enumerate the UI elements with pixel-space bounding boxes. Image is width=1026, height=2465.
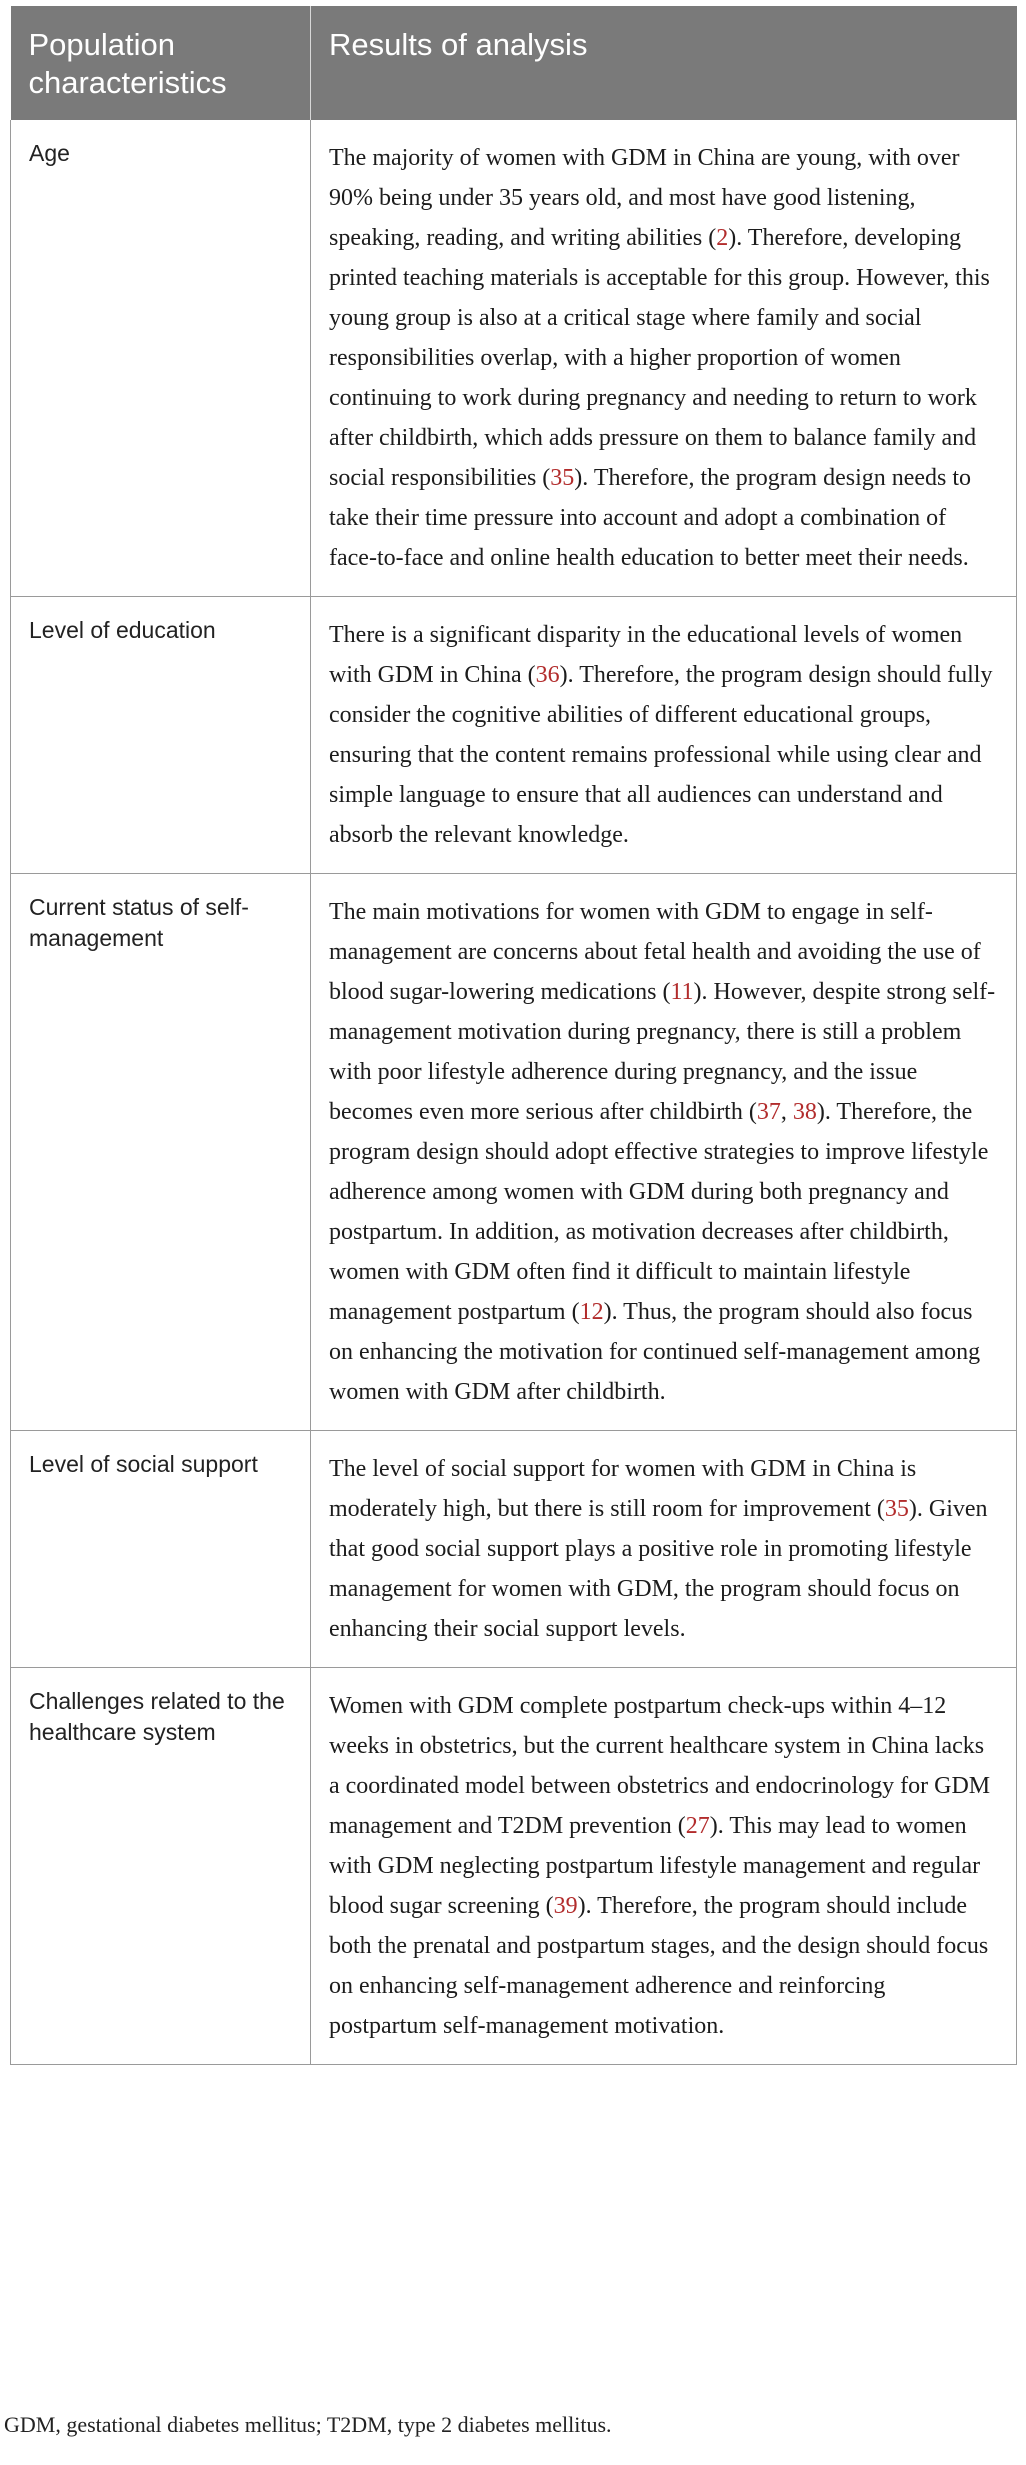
analysis-text: ). Thus, the program should also focus on enhancing the motivation for continued self-management among women with GDM after childbirth. (329, 1299, 981, 1405)
reference-link[interactable]: 27 (685, 1813, 710, 1839)
header-results-of-analysis: Results of analysis (311, 6, 1017, 120)
table-body (11, 120, 1017, 2065)
results-table-container (10, 6, 1016, 2065)
row-characteristic: Level of social support (11, 1431, 311, 1668)
reference-link[interactable]: 35 (550, 465, 575, 491)
table-row (11, 1668, 1017, 2065)
table-row (11, 874, 1017, 1431)
table-row (11, 1431, 1017, 1668)
row-characteristic: Level of education (11, 597, 311, 874)
analysis-text: The main motivations for women with GDM to engage in self-management are concerns about fetal health and avoiding the use of blood sugar-lowering medications ( (329, 899, 981, 1005)
table-row (11, 597, 1017, 874)
analysis-text: There is a significant disparity in the educational levels of women with GDM in China ( (329, 622, 963, 688)
reference-link[interactable]: 36 (535, 662, 560, 688)
analysis-text: The level of social support for women with GDM in China is moderately high, but there is still room for improvement ( (329, 1456, 917, 1522)
row-analysis (311, 1668, 1017, 2065)
row-characteristic: Challenges related to the healthcare system (11, 1668, 311, 2065)
reference-link[interactable]: 35 (884, 1496, 909, 1522)
header-population-characteristics: Population characteristics (11, 6, 311, 120)
results-table (10, 6, 1017, 2065)
reference-link[interactable]: 11 (670, 979, 694, 1005)
table-header (11, 6, 1017, 120)
row-analysis (311, 874, 1017, 1431)
row-characteristic: Age (11, 120, 311, 597)
reference-link[interactable]: 2 (716, 225, 729, 251)
reference-link[interactable]: 12 (579, 1299, 604, 1325)
reference-link[interactable]: 38 (792, 1099, 817, 1125)
table-footnote: GDM, gestational diabetes mellitus; T2DM, type 2 diabetes mellitus. (4, 2412, 612, 2437)
analysis-text: ). Therefore, the program design should fully consider the cognitive abilities of different educational groups, ensuring that the content remains professional while using clear and simple language to ensure that all audiences can understand and absorb the relevant knowledge. (329, 662, 993, 848)
row-analysis (311, 1431, 1017, 1668)
analysis-text: ). However, despite strong self-management motivation during pregnancy, there is still a problem with poor lifestyle adherence during pregnancy, and the issue becomes even more serious after childbirth ( (329, 979, 996, 1125)
analysis-text: The majority of women with GDM in China are young, with over 90% being under 35 years old, and most have good listening, speaking, reading, and writing abilities ( (329, 145, 960, 251)
analysis-text: Women with GDM complete postpartum check-ups within 4–12 weeks in obstetrics, but the current healthcare system in China lacks a coordinated model between obstetrics and endocrinology for GDM management and T2DM prevention ( (329, 1693, 991, 1839)
analysis-text: , (780, 1099, 793, 1125)
analysis-text: ). Therefore, developing printed teaching materials is acceptable for this group. However, this young group is also at a critical stage where family and social responsibilities overlap, with a higher proportion of women continuing to work during pregnancy and needing to return to work after childbirth, which adds pressure on them to balance family and social responsibilities ( (329, 225, 990, 491)
analysis-text: ). Therefore, the program design should adopt effective strategies to improve lifestyle adherence among women with GDM during both pregnancy and postpartum. In addition, as motivation decreases after childbirth, women with GDM often find it difficult to maintain lifestyle management postpartum ( (329, 1099, 989, 1325)
analysis-text: ). This may lead to women with GDM neglecting postpartum lifestyle management and regular blood sugar screening ( (329, 1813, 981, 1919)
reference-link[interactable]: 37 (756, 1099, 781, 1125)
header-row (11, 6, 1017, 120)
row-analysis (311, 120, 1017, 597)
table-row (11, 120, 1017, 597)
analysis-text: ). Given that good social support plays a positive role in promoting lifestyle management for women with GDM, the program should focus on enhancing their social support levels. (329, 1496, 988, 1642)
row-analysis (311, 597, 1017, 874)
row-characteristic: Current status of self-management (11, 874, 311, 1431)
analysis-text: ). Therefore, the program should include both the prenatal and postpartum stages, and the design should focus on enhancing self-management adherence and reinforcing postpartum self-management motivation. (329, 1893, 989, 2039)
analysis-text: ). Therefore, the program design needs to take their time pressure into account and adopt a combination of face-to-face and online health education to better meet their needs. (329, 465, 972, 571)
reference-link[interactable]: 39 (553, 1893, 578, 1919)
